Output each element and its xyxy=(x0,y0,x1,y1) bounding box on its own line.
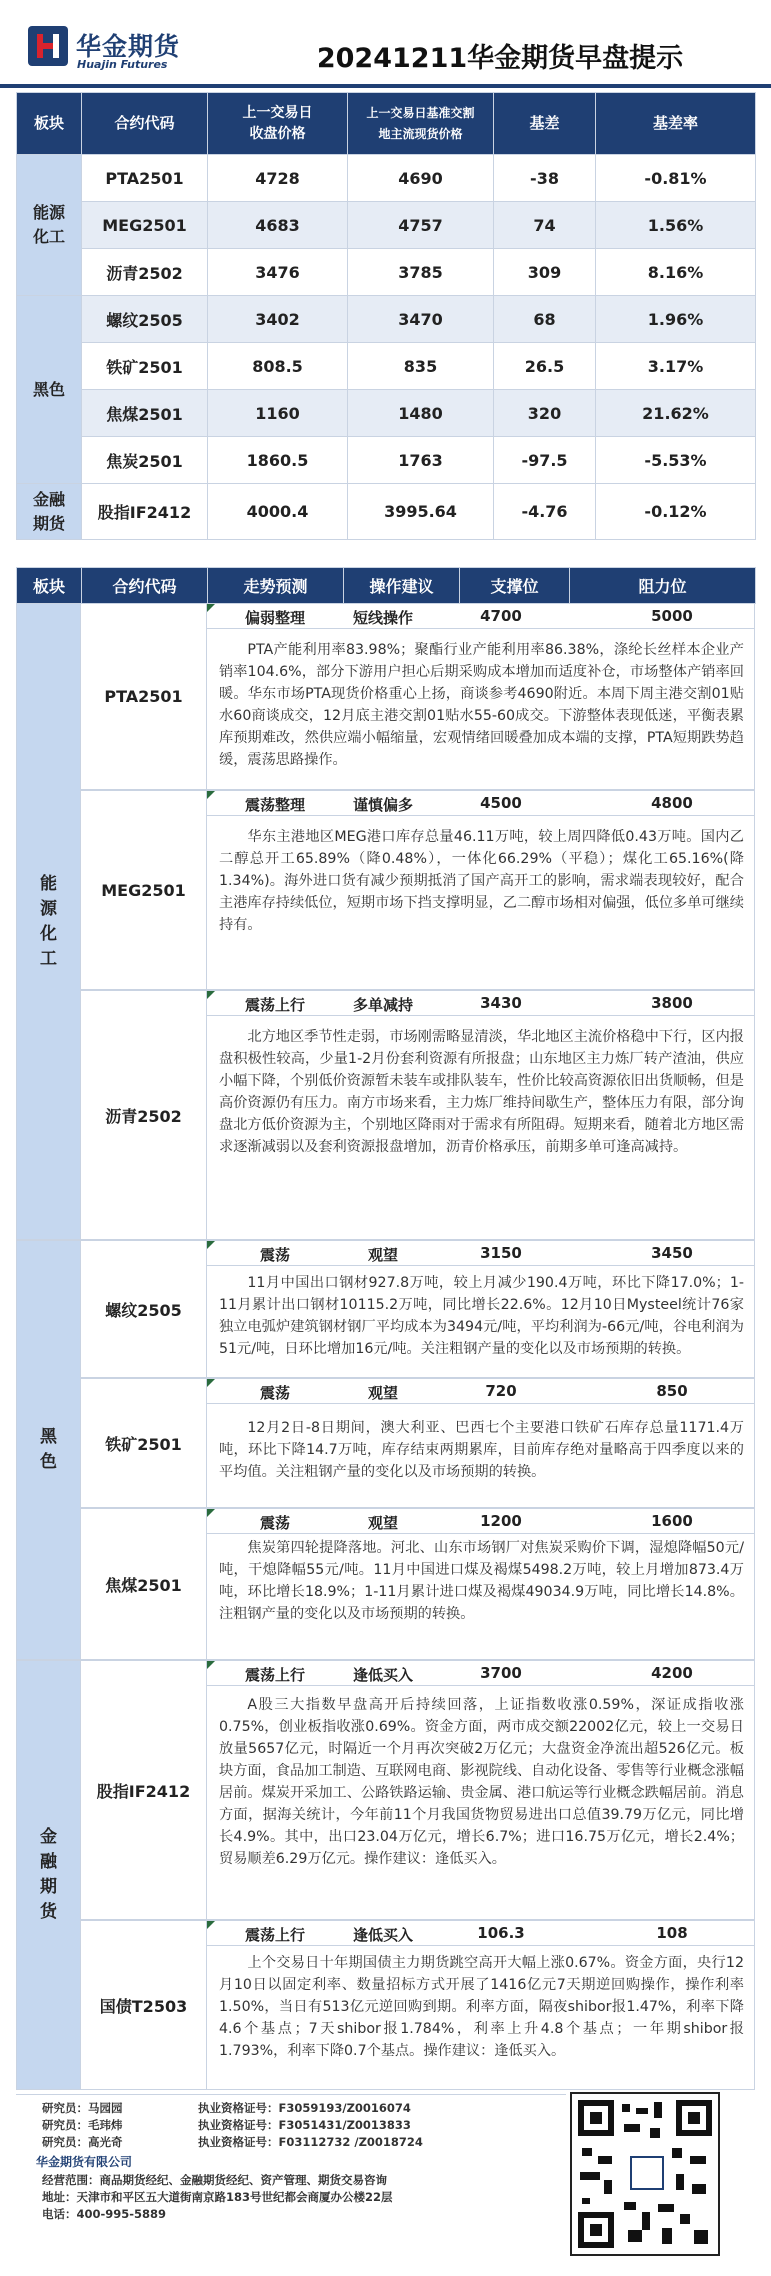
forecast-item-pta xyxy=(81,603,755,790)
corner-marker-icon xyxy=(207,991,215,999)
forecast-tags xyxy=(207,1661,754,1686)
operation-advice: 观望 xyxy=(367,1384,398,1402)
section-ferrous xyxy=(16,1240,755,1660)
table-cell: 26.5 xyxy=(494,343,596,390)
th-spot: 上一交易日基准交割 地主流现货价格 xyxy=(348,93,494,155)
basis-table xyxy=(16,92,756,540)
report-title: 20241211华金期货早盘提示 xyxy=(316,43,684,74)
forecast-tags xyxy=(207,1509,754,1534)
company-phone: 电话：400-995-5889 xyxy=(42,2207,167,2221)
resistance-level: 3450 xyxy=(651,1244,693,1262)
forecast-tags xyxy=(207,991,754,1016)
th-close: 上一交易日 收盘价格 xyxy=(208,93,348,155)
operation-advice: 逢低买入 xyxy=(352,1666,413,1684)
corner-marker-icon xyxy=(207,1921,215,1929)
forecast-item-iron-ore xyxy=(81,1378,755,1508)
resistance-level: 4800 xyxy=(651,794,693,812)
table-cell: -0.12% xyxy=(596,484,756,540)
corner-marker-icon xyxy=(207,1379,215,1387)
trend-forecast: 偏弱整理 xyxy=(244,609,305,627)
contract-code: PTA2501 xyxy=(81,604,207,789)
operation-advice: 逢低买入 xyxy=(352,1926,413,1944)
table-cell: -4.76 xyxy=(494,484,596,540)
support-level: 720 xyxy=(485,1382,517,1400)
support-level: 3430 xyxy=(480,994,522,1012)
forecast-item-if xyxy=(81,1660,755,1920)
table-cell: 焦炭2501 xyxy=(82,437,208,484)
th-rate: 基差率 xyxy=(596,93,756,155)
contract-code: 焦煤2501 xyxy=(81,1509,207,1659)
corner-marker-icon xyxy=(207,604,215,612)
table-cell: 3995.64 xyxy=(348,484,494,540)
analysis-text: 12月2日-8日期间，澳大利亚、巴西七个主要港口铁矿石库存总量1171.4万吨，环比下降14.7万吨，库存结束两期累库，目前库存绝对量略高于四季度以来的平均值。关注粗钢产量的变化以及市场预期的转换。 xyxy=(219,1420,744,1480)
support-level: 106.3 xyxy=(477,1924,525,1942)
section-label: 黑色 xyxy=(16,1240,81,1660)
report-header xyxy=(0,0,771,88)
contract-code: 铁矿2501 xyxy=(81,1379,207,1507)
trend-forecast: 震荡 xyxy=(259,1246,290,1264)
researcher-2-cert: 执业资格证号：F3051431/Z0013833 xyxy=(198,2118,411,2132)
sector-energy: 能源 化工 xyxy=(17,155,82,296)
support-level: 1200 xyxy=(480,1512,522,1530)
forecast-tags xyxy=(207,1921,754,1946)
forecast-item-meg xyxy=(81,790,755,990)
huajin-logo-icon xyxy=(28,26,68,66)
resistance-level: 5000 xyxy=(651,607,693,625)
table-cell: -38 xyxy=(494,155,596,202)
operation-advice: 谨慎偏多 xyxy=(352,796,413,814)
table-cell: 铁矿2501 xyxy=(82,343,208,390)
resistance-level: 3800 xyxy=(651,994,693,1012)
table-cell: 1860.5 xyxy=(208,437,348,484)
table-cell: 1.56% xyxy=(596,202,756,249)
business-scope: 经营范围：商品期货经纪、金融期货经纪、资产管理、期货交易咨询 xyxy=(42,2173,387,2187)
table-cell: 1.96% xyxy=(596,296,756,343)
operation-advice: 短线操作 xyxy=(352,609,413,627)
table-cell: 1160 xyxy=(208,390,348,437)
table-cell: 4683 xyxy=(208,202,348,249)
forecast-tags xyxy=(207,1379,754,1404)
table-cell: MEG2501 xyxy=(82,202,208,249)
support-level: 3700 xyxy=(480,1664,522,1682)
researcher-1-cert: 执业资格证号：F3059193/Z0016074 xyxy=(198,2101,411,2115)
th-code: 合约代码 xyxy=(82,93,208,155)
company-address: 地址：天津市和平区五大道街南京路183号世纪都会商厦办公楼22层 xyxy=(42,2190,393,2204)
th-resistance: 阻力位 xyxy=(570,568,756,604)
trend-forecast: 震荡整理 xyxy=(244,796,305,814)
th-sector: 板块 xyxy=(17,93,82,155)
table-cell: 沥青2502 xyxy=(82,249,208,296)
support-level: 4500 xyxy=(480,794,522,812)
table-cell: -5.53% xyxy=(596,437,756,484)
trend-forecast: 震荡上行 xyxy=(244,1666,305,1684)
table-cell: 股指IF2412 xyxy=(82,484,208,540)
sector-financial: 金融 期货 xyxy=(17,484,82,540)
table-cell: -97.5 xyxy=(494,437,596,484)
support-level: 3150 xyxy=(480,1244,522,1262)
analysis-text: 11月中国出口钢材927.8万吨，较上月减少190.4万吨，环比下降17.0%；1-11月累计出口钢材10115.2万吨，同比增长22.6%。12月10日Mysteel统计76家独立电弧炉建筑钢材钢厂平均成本为3494元/吨，平均利润为-66元/吨，谷电利润为51元/吨，日环比增加16元/吨。关注粗钢产量的变化以及市场预期的转换。 xyxy=(219,1275,744,1357)
section-label: 金融期货 xyxy=(16,1660,81,2090)
sector-ferrous: 黑色 xyxy=(17,296,82,484)
table-cell: 320 xyxy=(494,390,596,437)
table-cell: 808.5 xyxy=(208,343,348,390)
forecast-item-treasury xyxy=(81,1920,755,2090)
table-cell: PTA2501 xyxy=(82,155,208,202)
trend-forecast: 震荡上行 xyxy=(244,1926,305,1944)
table-cell: 3470 xyxy=(348,296,494,343)
analysis-text: PTA产能利用率83.98%；聚酯行业产能利用率86.38%，涤纶长丝样本企业产销率104.6%，部分下游用户担心后期采购成本增加而适度补仓，市场整体产销率回暖。华东市场PTA现货价格重心上扬，商谈参考4690附近。本周下周主港交割01贴水60商谈成交，12月底主港交割01贴水55-60成交。下游整体表现低迷，平衡表累库预期难改，然供应端小幅缩量，宏观情绪回暖叠加成本端的支撑，PTA短期跌势趋缓，震荡思路操作。 xyxy=(219,642,744,768)
forecast-tags xyxy=(207,604,754,629)
th-trend: 走势预测 xyxy=(208,568,344,604)
contract-code: 股指IF2412 xyxy=(81,1661,207,1919)
table-cell: 3785 xyxy=(348,249,494,296)
table-cell: 3.17% xyxy=(596,343,756,390)
resistance-level: 108 xyxy=(656,1924,688,1942)
table-cell: 3476 xyxy=(208,249,348,296)
table-cell: 4728 xyxy=(208,155,348,202)
table-cell: 4757 xyxy=(348,202,494,249)
table-cell: 74 xyxy=(494,202,596,249)
forecast-table-header xyxy=(16,567,756,604)
resistance-level: 1600 xyxy=(651,1512,693,1530)
table-cell: 1763 xyxy=(348,437,494,484)
table-cell: -0.81% xyxy=(596,155,756,202)
resistance-level: 4200 xyxy=(651,1664,693,1682)
contract-code: 国债T2503 xyxy=(81,1921,207,2089)
section-financial xyxy=(16,1660,755,2090)
table-cell: 4000.4 xyxy=(208,484,348,540)
researcher-3: 研究员：高光奇 xyxy=(42,2135,123,2149)
researcher-2: 研究员：毛玮炜 xyxy=(42,2118,123,2132)
researcher-1: 研究员：马园园 xyxy=(42,2101,123,2115)
brand-name-cn: 华金期货 xyxy=(76,32,181,61)
analysis-text: 焦炭第四轮提降落地。河北、山东市场钢厂对焦炭采购价下调，湿熄降幅50元/吨，干熄降幅55元/吨。11月中国进口煤及褐煤5498.2万吨，较上月增加873.4万吨，环比增长18.9%；1-11月累计进口煤及褐煤49034.9万吨，同比增长14.8%。注粗钢产量的变化以及市场预期的转换。 xyxy=(219,1540,744,1622)
forecast-item-rebar xyxy=(81,1240,755,1378)
table-cell: 1480 xyxy=(348,390,494,437)
operation-advice: 观望 xyxy=(367,1246,398,1264)
th-operation: 操作建议 xyxy=(344,568,460,604)
company-name: 华金期货有限公司 xyxy=(36,2155,133,2169)
table-cell: 309 xyxy=(494,249,596,296)
operation-advice: 观望 xyxy=(367,1514,398,1532)
analysis-text: A股三大指数早盘高开后持续回落，上证指数收涨0.59%，深证成指收涨0.75%，创业板指收涨0.69%。资金方面，两市成交额22002亿元，较上一交易日放量5657亿元，时隔近一个月再次突破2万亿元；大盘资金净流出超526亿元。板块方面，食品加工制造、互联网电商、影视院线、自动化设备、零售等行业概念涨幅居前。煤炭开采加工、公路铁路运输、贵金属、港口航运等行业概念跌幅居前。消息方面，据海关统计，今年前11个月我国货物贸易进出口总值39.79万亿元，同比增长4.9%。其中，出口23.04万亿元，增长6.7%；进口16.75万亿元，增长2.4%；贸易顺差6.29万亿元。操作建议：逢低买入。 xyxy=(219,1697,744,1867)
section-label: 能源化工 xyxy=(16,603,81,1240)
footer-divider xyxy=(16,2094,566,2095)
contract-code: 沥青2502 xyxy=(81,991,207,1239)
th-code: 合约代码 xyxy=(82,568,208,604)
corner-marker-icon xyxy=(207,1241,215,1249)
qr-center-logo-icon xyxy=(630,2156,664,2190)
contract-code: MEG2501 xyxy=(81,791,207,989)
th-basis: 基差 xyxy=(494,93,596,155)
section-energy xyxy=(16,603,755,1240)
table-cell: 4690 xyxy=(348,155,494,202)
trend-forecast: 震荡 xyxy=(259,1384,290,1402)
analysis-text: 华东主港地区MEG港口库存总量46.11万吨，较上周四降低0.43万吨。国内乙二醇总开工65.89%（降0.48%），一体化66.29%（平稳）；煤化工65.16%(降1.34%)。海外进口货有减少预期抵消了国产高开工的影响，需求端表现较好，配合主港库存持续低位，短期市场下挡支撑明显，乙二醇市场相对偏强，低位多单可继续持有。 xyxy=(219,829,744,933)
trend-forecast: 震荡上行 xyxy=(244,996,305,1014)
trend-forecast: 震荡 xyxy=(259,1514,290,1532)
th-sector: 板块 xyxy=(17,568,82,604)
corner-marker-icon xyxy=(207,791,215,799)
qr-code-icon xyxy=(570,2092,720,2256)
corner-marker-icon xyxy=(207,1509,215,1517)
table-cell: 8.16% xyxy=(596,249,756,296)
table-cell: 68 xyxy=(494,296,596,343)
forecast-item-coking-coal xyxy=(81,1508,755,1660)
researcher-3-cert: 执业资格证号：F03112732 /Z0018724 xyxy=(198,2135,423,2149)
table-cell: 螺纹2505 xyxy=(82,296,208,343)
table-cell: 焦煤2501 xyxy=(82,390,208,437)
table-cell: 3402 xyxy=(208,296,348,343)
contract-code: 螺纹2505 xyxy=(81,1241,207,1377)
corner-marker-icon xyxy=(207,1661,215,1669)
support-level: 4700 xyxy=(480,607,522,625)
resistance-level: 850 xyxy=(656,1382,688,1400)
table-cell: 835 xyxy=(348,343,494,390)
operation-advice: 多单减持 xyxy=(352,996,413,1014)
th-support: 支撑位 xyxy=(460,568,570,604)
forecast-item-asphalt xyxy=(81,990,755,1240)
brand-name-en: Huajin Futures xyxy=(77,58,168,71)
forecast-tags xyxy=(207,791,754,816)
forecast-tags xyxy=(207,1241,754,1266)
analysis-text: 北方地区季节性走弱，市场刚需略显清淡，华北地区主流价格稳中下行，区内报盘积极性较高，少量1-2月份套利资源有所报盘；山东地区主力炼厂转产渣油，供应小幅下降，个别低价资源暂未装车或排队装车，性价比较高资源依旧出货顺畅，但是高价资源仍有压力。南方市场来看，主力炼厂维持间歇生产，整体压力有限，部分询盘北方低价资源为主，个别地区降雨对于需求有所阻碍。短期来看，随着北方地区需求逐渐减弱以及套利资源报盘增加，沥青价格承压，前期多单可逢高减持。 xyxy=(219,1029,744,1155)
analysis-text: 上个交易日十年期国债主力期货跳空高开大幅上涨0.67%。资金方面，央行12月10日以固定利率、数量招标方式开展了1416亿元7天期逆回购操作，操作利率1.50%，当日有513亿元逆回购到期。利率方面，隔夜shibor报1.47%，利率下降4.6个基点；7天shibor报1.784%，利率上升4.8个基点；一年期shibor报1.793%，利率下降0.7个基点。操作建议：逢低买入。 xyxy=(219,1955,744,2059)
table-cell: 21.62% xyxy=(596,390,756,437)
